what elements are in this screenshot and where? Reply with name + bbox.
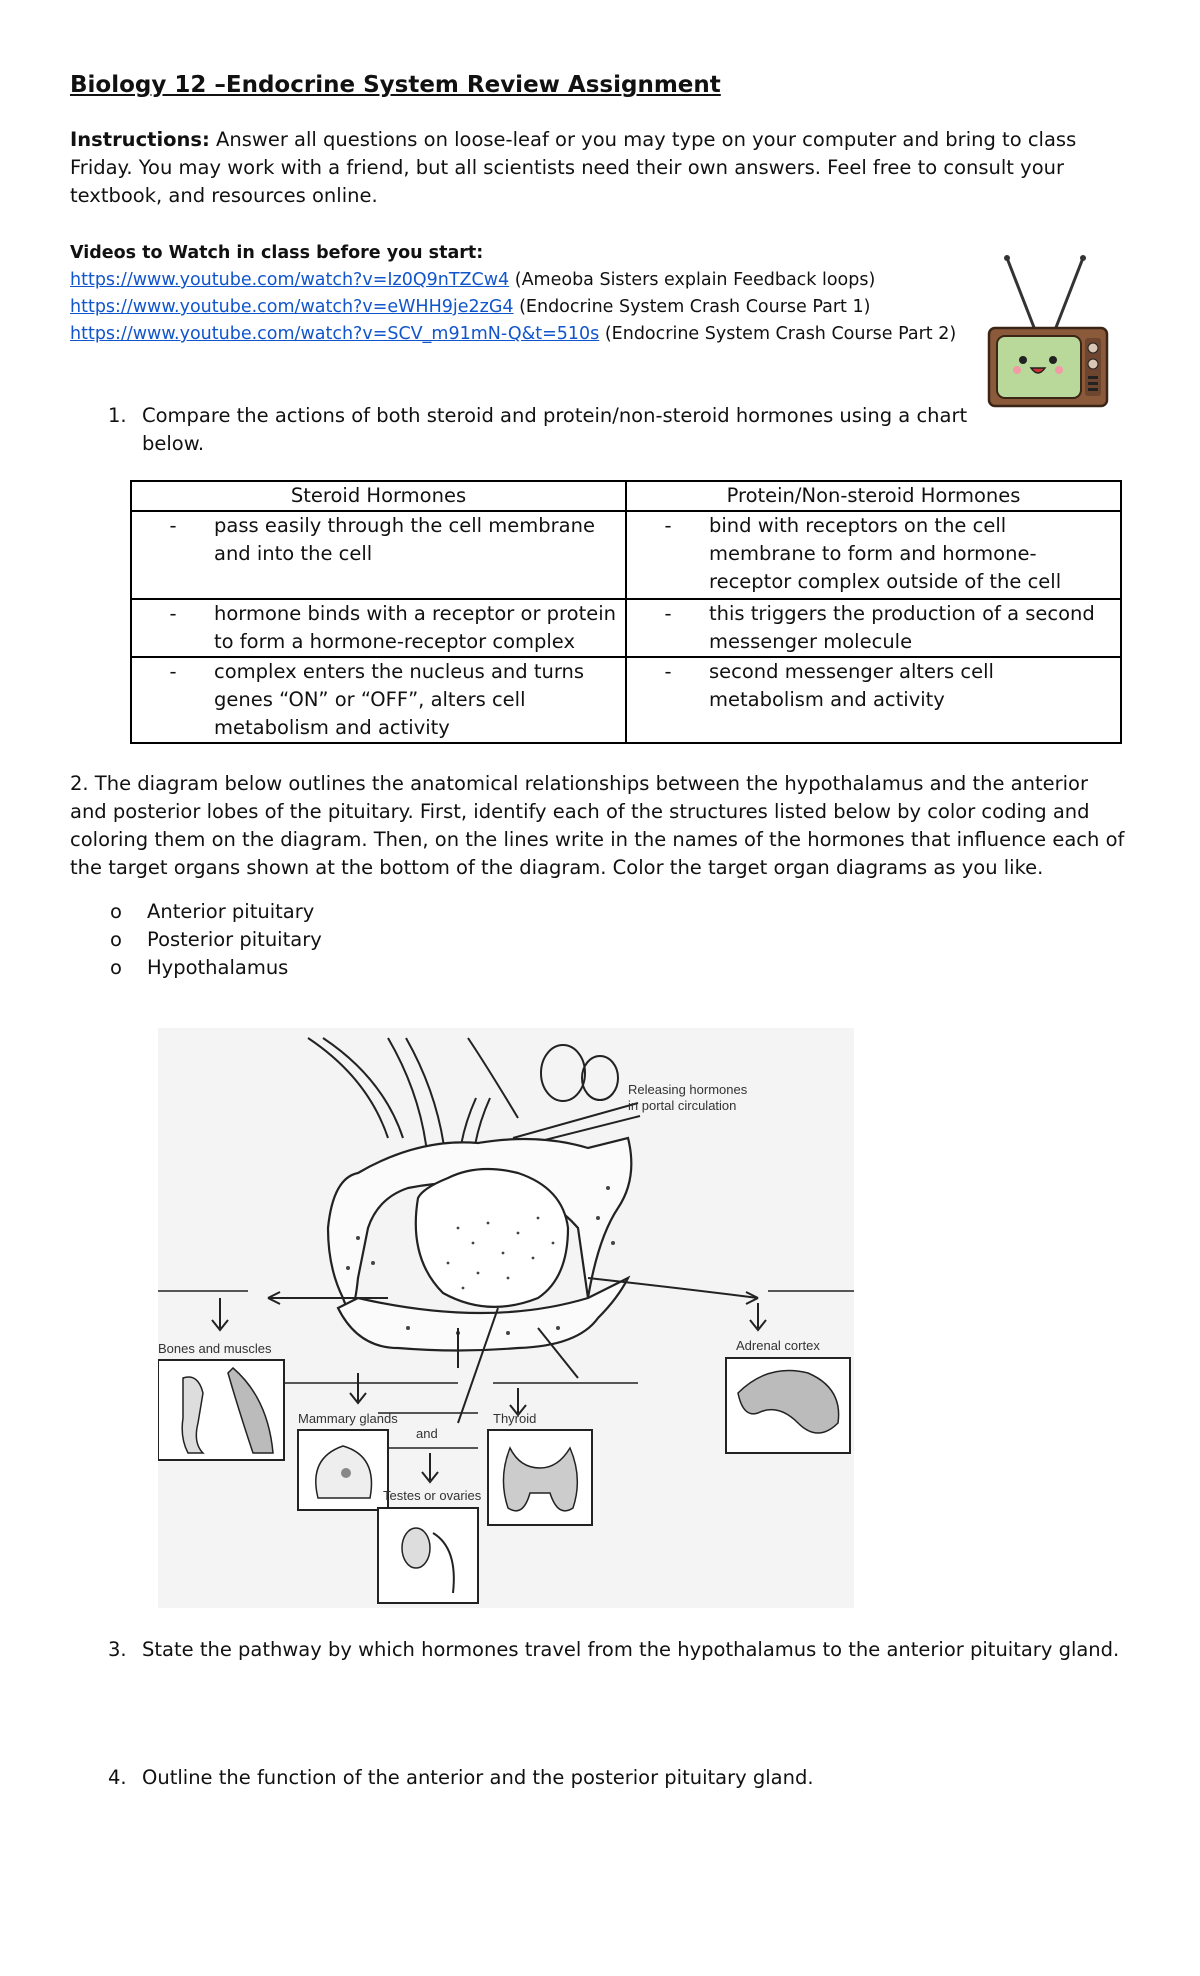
- table-cell: [626, 599, 1121, 657]
- testes-ovaries-label: Testes or ovaries: [383, 1488, 482, 1503]
- table-cell: [131, 511, 626, 599]
- list-item-text: Posterior pituitary: [147, 928, 322, 951]
- cell-text: hormone binds with a receptor or protein to form a hormone-receptor complex: [214, 602, 616, 653]
- bones-muscles-label: Bones and muscles: [158, 1341, 272, 1356]
- question-3-number: 3.: [108, 1638, 127, 1661]
- list-item: [110, 898, 322, 926]
- cell-text: complex enters the nucleus and turns genes “ON” or “OFF”, alters cell metabolism and activity: [214, 660, 585, 739]
- header-steroid: Steroid Hormones: [131, 481, 626, 511]
- releasing-hormones-label-1: Releasing hormones: [628, 1082, 748, 1097]
- instructions-text: Answer all questions on loose-leaf or you may type on your computer and bring to class Friday. You may work with a friend, but all scientists need their own answers. Feel free to consult your textbook, and resources online.: [70, 128, 1077, 207]
- question-1-number: 1.: [108, 404, 127, 427]
- table-cell: [626, 511, 1121, 599]
- dash-marker: -: [169, 602, 177, 625]
- instructions-label: Instructions:: [70, 128, 210, 151]
- header-protein: Protein/Non-steroid Hormones: [626, 481, 1121, 511]
- table-row: [131, 657, 1121, 743]
- dash-marker: -: [664, 660, 672, 683]
- video-link-1[interactable]: https://www.youtube.com/watch?v=Iz0Q9nTZCw4: [70, 270, 510, 290]
- bones-muscles-drawing: [158, 1360, 284, 1460]
- adrenal-cortex-label: Adrenal cortex: [736, 1338, 820, 1353]
- video-link-row: [70, 294, 970, 321]
- dash-marker: -: [169, 660, 177, 683]
- question-1: [108, 402, 988, 458]
- list-item-text: Anterior pituitary: [147, 900, 315, 923]
- mammary-glands-drawing: [298, 1430, 388, 1510]
- video-desc-1: (Ameoba Sisters explain Feedback loops): [509, 270, 876, 290]
- list-item-text: Hypothalamus: [147, 956, 289, 979]
- table-row: [131, 599, 1121, 657]
- list-item: [110, 954, 322, 982]
- cell-text: this triggers the production of a second messenger molecule: [709, 602, 1095, 653]
- testes-ovaries-drawing: [378, 1508, 478, 1603]
- bullet-marker: o: [110, 900, 122, 923]
- question-3-text: State the pathway by which hormones travel from the hypothalamus to the anterior pituitary gland.: [142, 1638, 1120, 1661]
- question-4-number: 4.: [108, 1766, 127, 1789]
- structure-list: [110, 898, 322, 982]
- video-link-2[interactable]: https://www.youtube.com/watch?v=eWHH9je2zG4: [70, 297, 514, 317]
- video-desc-2: (Endocrine System Crash Course Part 1): [513, 297, 871, 317]
- video-link-3[interactable]: https://www.youtube.com/watch?v=SCV_m91mN-Q&t=510s: [70, 324, 600, 344]
- releasing-hormones-label-2: in portal circulation: [628, 1098, 737, 1113]
- list-item: [110, 926, 322, 954]
- table-header-row: [131, 481, 1121, 511]
- dash-marker: -: [664, 602, 672, 625]
- question-4: [108, 1764, 1148, 1792]
- adrenal-cortex-drawing: [726, 1358, 850, 1453]
- question-1-text: Compare the actions of both steroid and protein/non-steroid hormones using a chart below.: [142, 404, 968, 455]
- video-link-row: [70, 321, 970, 348]
- cell-text: bind with receptors on the cell membrane to form and hormone-receptor complex outside of the cell: [709, 514, 1062, 593]
- thyroid-drawing: [488, 1430, 592, 1525]
- question-2-text: 2. The diagram below outlines the anatomical relationships between the hypothalamus and the anterior and posterior lobes of the pituitary. First, identify each of the structures listed below by color coding and coloring them on the diagram. Then, on the lines write in the names of the hormones that influence each of the target organs shown at the bottom of the diagram. Color the target organ diagrams as you like.: [70, 772, 1125, 879]
- pituitary-diagram: [158, 1028, 854, 1608]
- thyroid-label: Thyroid: [493, 1411, 537, 1426]
- video-link-row: [70, 267, 970, 294]
- page-title: Biology 12 –Endocrine System Review Assignment: [70, 72, 721, 98]
- table-cell: [626, 657, 1121, 743]
- videos-heading: Videos to Watch in class before you start:: [70, 243, 484, 263]
- instructions: [70, 126, 1130, 210]
- cell-text: second messenger alters cell metabolism and activity: [709, 660, 994, 711]
- dash-marker: -: [169, 514, 177, 537]
- table-row: [131, 511, 1121, 599]
- video-desc-3: (Endocrine System Crash Course Part 2): [599, 324, 957, 344]
- dash-marker: -: [664, 514, 672, 537]
- question-3: [108, 1636, 1148, 1664]
- question-4-text: Outline the function of the anterior and the posterior pituitary gland.: [142, 1766, 814, 1789]
- bullet-marker: o: [110, 928, 122, 951]
- table-cell: [131, 657, 626, 743]
- tv-illustration-icon: [985, 250, 1115, 410]
- cell-text: pass easily through the cell membrane and into the cell: [214, 514, 595, 565]
- table-cell: [131, 599, 626, 657]
- bullet-marker: o: [110, 956, 122, 979]
- mammary-glands-label: Mammary glands: [298, 1411, 398, 1426]
- hormone-comparison-table: [130, 480, 1122, 744]
- and-label: and: [416, 1426, 438, 1441]
- videos-section: [70, 240, 970, 348]
